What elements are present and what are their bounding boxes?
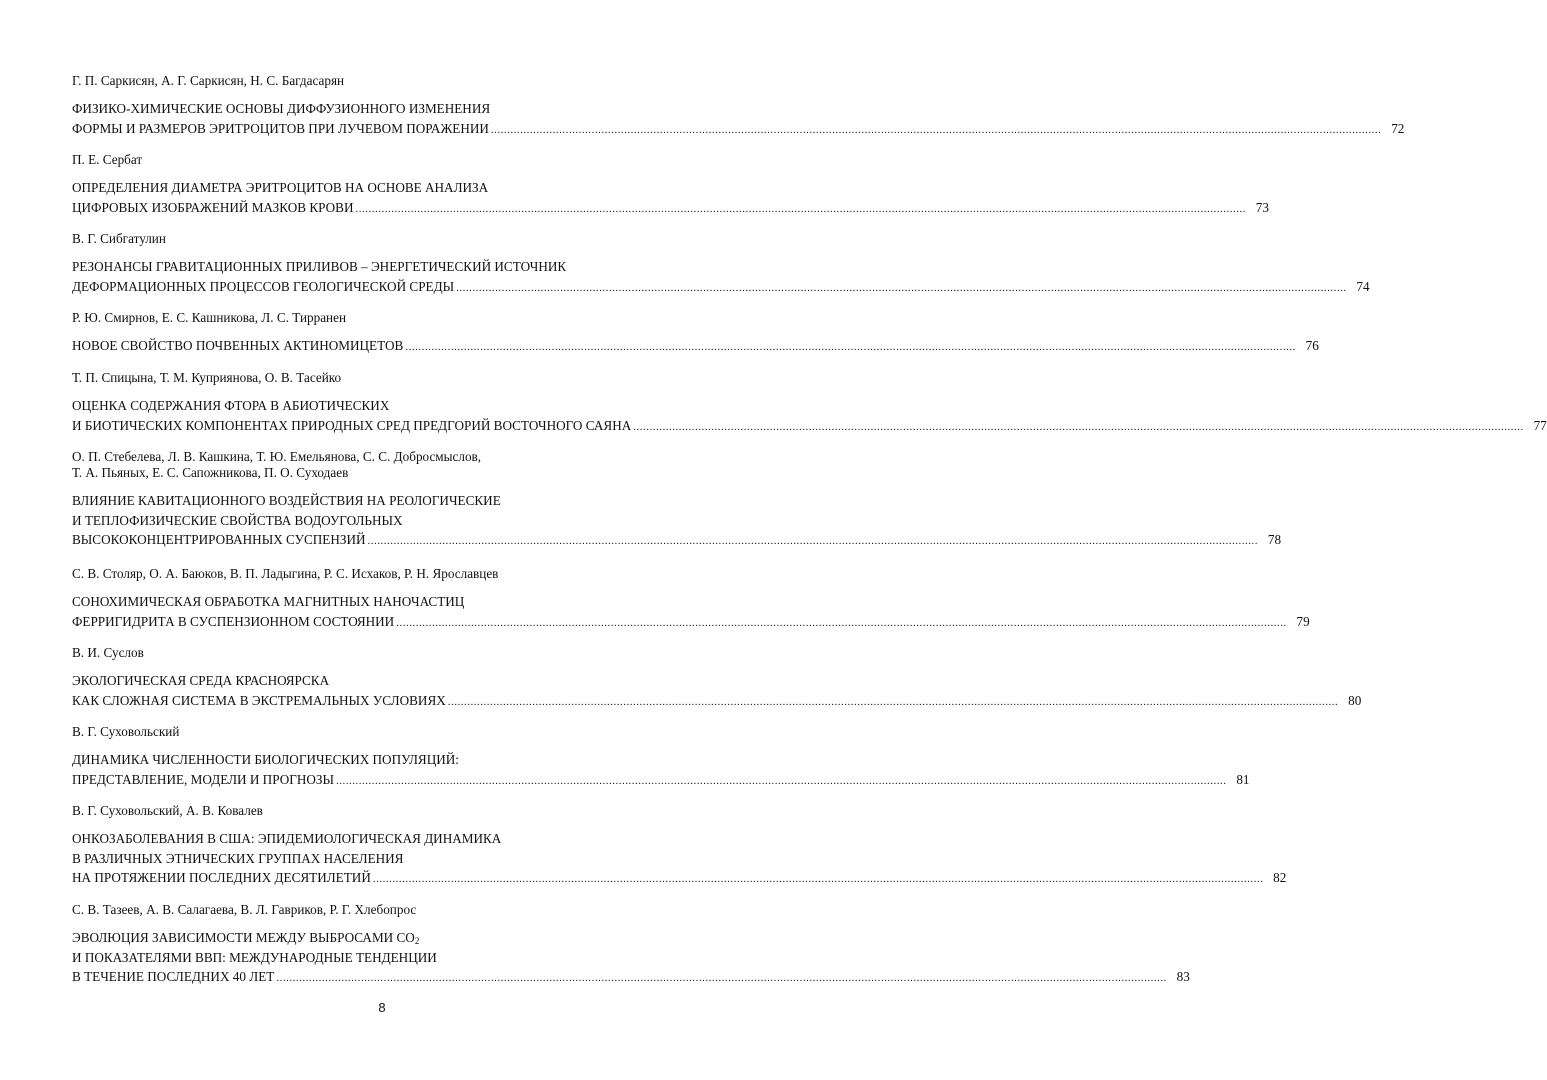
author-line: В. И. Суслов xyxy=(72,645,144,660)
title-line-text: ДЕФОРМАЦИОННЫХ ПРОЦЕССОВ ГЕОЛОГИЧЕСКОЙ СРЕДЫ xyxy=(72,278,455,294)
entry-title xyxy=(72,178,1269,217)
author-line: Г. П. Саркисян, А. Г. Саркисян, Н. С. Багдасарян xyxy=(72,73,345,88)
title-line-last xyxy=(72,868,1287,888)
title-line-last xyxy=(72,691,1362,711)
author-line: Р. Ю. Смирнов, Е. С. Кашникова, Л. С. Тирранен xyxy=(72,310,347,325)
entry-title xyxy=(72,928,1190,987)
title-line xyxy=(72,928,692,948)
entry-authors xyxy=(72,370,692,386)
title-line-text: В ТЕЧЕНИЕ ПОСЛЕДНИХ 40 ЛЕТ xyxy=(72,969,275,984)
entry-authors xyxy=(72,231,692,247)
toc-entry xyxy=(72,370,1547,435)
entry-authors xyxy=(72,645,692,661)
title-line: ДИНАМИКА ЧИСЛЕННОСТИ БИОЛОГИЧЕСКИХ ПОПУЛЯЦИЙ: xyxy=(72,752,459,767)
author-line: П. Е. Сербат xyxy=(72,152,143,167)
leader-dots: .................................................................................................................................................................................................................................................................................. xyxy=(276,972,1167,984)
title-line-text: И БИОТИЧЕСКИХ КОМПОНЕНТАХ ПРИРОДНЫХ СРЕД ПРЕДГОРИЙ ВОСТОЧНОГО САЯНА xyxy=(72,417,632,433)
page-number[interactable]: 76 xyxy=(1305,338,1319,353)
entry-title xyxy=(72,396,1547,435)
title-line: И ТЕПЛОФИЗИЧЕСКИЕ СВОЙСТВА ВОДОУГОЛЬНЫХ xyxy=(72,512,403,528)
title-line-text: КАК СЛОЖНАЯ СИСТЕМА В ЭКСТРЕМАЛЬНЫХ УСЛОВИЯХ xyxy=(72,692,446,708)
toc-entry xyxy=(72,73,1405,138)
title-line-last xyxy=(72,530,1282,550)
page-number[interactable]: 80 xyxy=(1348,692,1362,708)
leader-dots: .................................................................................................................................................................................................................................................................................. xyxy=(633,420,1524,433)
author-line: С. В. Тазеев, А. В. Салагаева, В. Л. Гавриков, Р. Г. Хлебопрос xyxy=(72,902,417,917)
leader-dots: .................................................................................................................................................................................................................................................................................. xyxy=(396,616,1287,629)
toc-entry xyxy=(72,645,1362,710)
title-line-text: ФОРМЫ И РАЗМЕРОВ ЭРИТРОЦИТОВ ПРИ ЛУЧЕВОМ ПОРАЖЕНИИ xyxy=(72,120,489,136)
entry-authors xyxy=(72,310,692,326)
toc-entry xyxy=(72,231,1370,296)
footer-page-number: 8 xyxy=(378,1000,386,1015)
title-line: СОНОХИМИЧЕСКАЯ ОБРАБОТКА МАГНИТНЫХ НАНОЧАСТИЦ xyxy=(72,594,465,609)
leader-dots: .................................................................................................................................................................................................................................................................................. xyxy=(336,774,1227,787)
entry-title xyxy=(72,491,1282,550)
page-number[interactable]: 74 xyxy=(1356,278,1370,294)
title-line: ОНКОЗАБОЛЕВАНИЯ В США: ЭПИДЕМИОЛОГИЧЕСКАЯ ДИНАМИКА xyxy=(72,831,502,846)
title-line: ОЦЕНКА СОДЕРЖАНИЯ ФТОРА В АБИОТИЧЕСКИХ xyxy=(72,398,390,413)
toc-entry xyxy=(72,310,1319,356)
leader-dots: .................................................................................................................................................................................................................................................................................. xyxy=(456,281,1347,294)
entry-title xyxy=(72,750,1250,789)
title-line: ОПРЕДЕЛЕНИЯ ДИАМЕТРА ЭРИТРОЦИТОВ НА ОСНОВЕ АНАЛИЗА xyxy=(72,180,489,195)
entry-title xyxy=(72,99,1405,138)
title-line: ФИЗИКО-ХИМИЧЕСКИЕ ОСНОВЫ ДИФФУЗИОННОГО ИЗМЕНЕНИЯ xyxy=(72,101,491,116)
title-line: И ПОКАЗАТЕЛЯМИ ВВП: МЕЖДУНАРОДНЫЕ ТЕНДЕНЦИИ xyxy=(72,949,437,965)
author-line: В. Г. Сибгатулин xyxy=(72,231,166,246)
author-line: В. Г. Суховольский, А. В. Ковалев xyxy=(72,803,263,818)
title-line-last xyxy=(72,770,1250,790)
title-line-text: ФЕРРИГИДРИТА В СУСПЕНЗИОННОМ СОСТОЯНИИ xyxy=(72,613,395,629)
entry-authors xyxy=(72,566,692,582)
page-number[interactable]: 73 xyxy=(1255,199,1269,215)
title-line: В РАЗЛИЧНЫХ ЭТНИЧЕСКИХ ГРУППАХ НАСЕЛЕНИЯ xyxy=(72,850,404,866)
title-line-last xyxy=(72,967,1190,987)
leader-dots: .................................................................................................................................................................................................................................................................................. xyxy=(367,535,1259,547)
title-line: ВЛИЯНИЕ КАВИТАЦИОННОГО ВОЗДЕЙСТВИЯ НА РЕОЛОГИЧЕСКИЕ xyxy=(72,493,501,508)
title-line-last xyxy=(72,198,1269,218)
page-number[interactable]: 72 xyxy=(1391,120,1405,136)
toc-entry xyxy=(72,152,1269,217)
title-line-last xyxy=(72,119,1405,139)
leader-dots: .................................................................................................................................................................................................................................................................................. xyxy=(405,341,1296,353)
author-line: Т. П. Спицына, Т. М. Куприянова, О. В. Тасейко xyxy=(72,370,342,385)
title-line-text: ЦИФРОВЫХ ИЗОБРАЖЕНИЙ МАЗКОВ КРОВИ xyxy=(72,199,354,215)
entry-authors xyxy=(72,724,692,740)
toc-entry xyxy=(72,566,1310,631)
title-line-text: ВЫСОКОКОНЦЕНТРИРОВАННЫХ СУСПЕНЗИЙ xyxy=(72,532,366,547)
toc-entry xyxy=(72,724,1250,789)
title-line-text: НА ПРОТЯЖЕНИИ ПОСЛЕДНИХ ДЕСЯТИЛЕТИЙ xyxy=(72,870,371,885)
title-line: РЕЗОНАНСЫ ГРАВИТАЦИОННЫХ ПРИЛИВОВ – ЭНЕРГЕТИЧЕСКИЙ ИСТОЧНИК xyxy=(72,259,567,274)
toc-entry xyxy=(72,803,1287,888)
entry-authors xyxy=(72,152,692,168)
page-number[interactable]: 79 xyxy=(1296,613,1310,629)
toc-entry xyxy=(72,902,1190,987)
page-number[interactable]: 81 xyxy=(1236,771,1250,787)
leader-dots: .................................................................................................................................................................................................................................................................................. xyxy=(490,123,1382,136)
title-line: ЭКОЛОГИЧЕСКАЯ СРЕДА КРАСНОЯРСКА xyxy=(72,673,330,688)
entry-authors xyxy=(72,73,692,89)
title-line-last xyxy=(72,336,1319,356)
entry-authors xyxy=(72,902,692,918)
entry-authors xyxy=(72,449,692,481)
subscript-two: 2 xyxy=(414,936,420,946)
leader-dots: .................................................................................................................................................................................................................................................................................. xyxy=(355,202,1246,215)
page-number[interactable]: 78 xyxy=(1267,532,1282,547)
entry-authors xyxy=(72,803,692,819)
page-number[interactable]: 83 xyxy=(1176,969,1190,984)
author-line: С. В. Столяр, О. А. Баюков, В. П. Ладыгина, Р. С. Исхаков, Р. Н. Ярославцев xyxy=(72,566,499,581)
entry-title xyxy=(72,829,1287,888)
entry-title xyxy=(72,257,1370,296)
entry-title xyxy=(72,671,1362,710)
toc-entry xyxy=(72,449,1282,550)
author-line: Т. А. Пьяных, Е. С. Сапожникова, П. О. Суходаев xyxy=(72,465,349,480)
leader-dots: .................................................................................................................................................................................................................................................................................. xyxy=(372,873,1264,885)
entry-title xyxy=(72,336,1319,356)
entry-title xyxy=(72,592,1310,631)
page-number[interactable]: 77 xyxy=(1533,417,1547,433)
title-line-text: НОВОЕ СВОЙСТВО ПОЧВЕННЫХ АКТИНОМИЦЕТОВ xyxy=(72,338,404,353)
title-line-text: ЭВОЛЮЦИЯ ЗАВИСИМОСТИ МЕЖДУ ВЫБРОСАМИ CO xyxy=(72,930,415,945)
leader-dots: .................................................................................................................................................................................................................................................................................. xyxy=(447,695,1339,708)
page-number[interactable]: 82 xyxy=(1273,870,1287,885)
title-line-text: ПРЕДСТАВЛЕНИЕ, МОДЕЛИ И ПРОГНОЗЫ xyxy=(72,771,334,787)
title-line-last xyxy=(72,612,1310,632)
title-line-last xyxy=(72,416,1547,436)
title-line-last xyxy=(72,277,1370,297)
author-line: В. Г. Суховольский xyxy=(72,724,180,739)
author-line: О. П. Стебелева, Л. В. Кашкина, Т. Ю. Емельянова, С. С. Добросмыслов, xyxy=(72,449,482,464)
